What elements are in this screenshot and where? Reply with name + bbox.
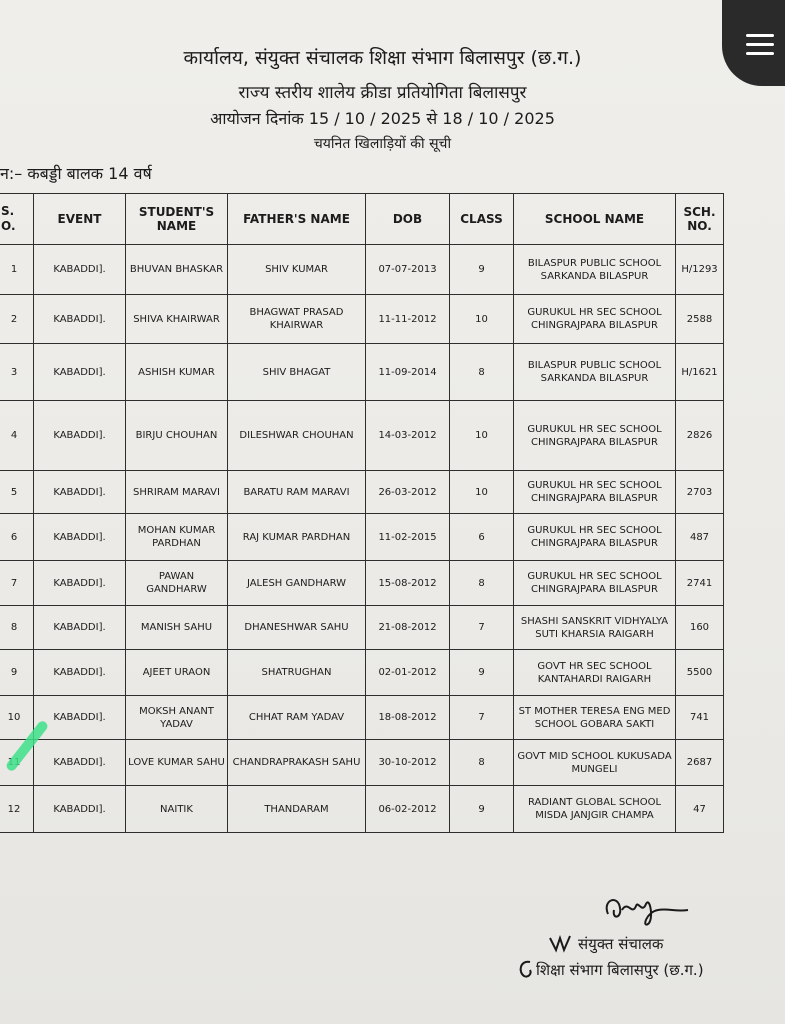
student-name-cell: LOVE KUMAR SAHU [126, 740, 228, 786]
school-name-cell: GURUKUL HR SEC SCHOOL CHINGRAJPARA BILASPUR [514, 471, 676, 514]
event-cell: KABADDI]. [34, 606, 126, 650]
father-name-cell: SHIV KUMAR [228, 245, 366, 295]
event-cell: KABADDI]. [34, 245, 126, 295]
school-number-cell: 160 [676, 606, 724, 650]
serial-number: 4 [0, 401, 34, 471]
class-cell: 6 [450, 514, 514, 561]
father-name-cell: DHANESHWAR SAHU [228, 606, 366, 650]
student-name-cell: SHRIRAM MARAVI [126, 471, 228, 514]
school-number-cell: 2687 [676, 740, 724, 786]
serial-number: 2 [0, 295, 34, 344]
serial-number: 10 [0, 696, 34, 740]
dob-cell: 02-01-2012 [366, 650, 450, 696]
school-name-cell: GURUKUL HR SEC SCHOOL CHINGRAJPARA BILASPUR [514, 514, 676, 561]
signatory-designation: संयुक्त संचालक [578, 935, 664, 953]
school-name-cell: GOVT HR SEC SCHOOL KANTAHARDI RAIGARH [514, 650, 676, 696]
dob-cell: 06-02-2012 [366, 786, 450, 833]
class-cell: 10 [450, 401, 514, 471]
school-name-cell: SHASHI SANSKRIT VIDHYALYA SUTI KHARSIA RAIGARH [514, 606, 676, 650]
table-row [0, 295, 724, 344]
event-cell: KABADDI]. [34, 650, 126, 696]
class-cell: 8 [450, 561, 514, 606]
class-cell: 9 [450, 786, 514, 833]
header-event: EVENT [34, 194, 126, 245]
school-number-cell: 2588 [676, 295, 724, 344]
table-row [0, 344, 724, 401]
school-name-cell: GOVT MID SCHOOL KUKUSADA MUNGELI [514, 740, 676, 786]
table-row [0, 606, 724, 650]
dob-cell: 11-11-2012 [366, 295, 450, 344]
handwritten-signature [600, 890, 690, 930]
table-row [0, 561, 724, 606]
event-cell: KABADDI]. [34, 471, 126, 514]
class-cell: 7 [450, 696, 514, 740]
school-number-cell: 487 [676, 514, 724, 561]
header-class: CLASS [450, 194, 514, 245]
event-cell: KABADDI]. [34, 696, 126, 740]
school-number-cell: 741 [676, 696, 724, 740]
selected-players-table [0, 193, 724, 833]
student-name-cell: ASHISH KUMAR [126, 344, 228, 401]
school-number-cell: H/1621 [676, 344, 724, 401]
serial-number: 1 [0, 245, 34, 295]
father-name-cell: SHATRUGHAN [228, 650, 366, 696]
father-name-cell: CHANDRAPRAKASH SAHU [228, 740, 366, 786]
header-school-name: SCHOOL NAME [514, 194, 676, 245]
school-number-cell: 5500 [676, 650, 724, 696]
student-name-cell: NAITIK [126, 786, 228, 833]
school-number-cell: 2703 [676, 471, 724, 514]
school-number-cell: H/1293 [676, 245, 724, 295]
class-cell: 8 [450, 344, 514, 401]
serial-number: 12 [0, 786, 34, 833]
event-cell: KABADDI]. [34, 344, 126, 401]
dob-cell: 15-08-2012 [366, 561, 450, 606]
father-name-cell: CHHAT RAM YADAV [228, 696, 366, 740]
school-name-cell: ST MOTHER TERESA ENG MED SCHOOL GOBARA SAKTI [514, 696, 676, 740]
school-number-cell: 2741 [676, 561, 724, 606]
dob-cell: 14-03-2012 [366, 401, 450, 471]
school-name-cell: RADIANT GLOBAL SCHOOL MISDA JANJGIR CHAMPA [514, 786, 676, 833]
class-cell: 9 [450, 650, 514, 696]
header-student-name: STUDENT'S NAME [126, 194, 228, 245]
table-header-row [0, 194, 724, 245]
header-father-name: FATHER'S NAME [228, 194, 366, 245]
dob-cell: 30-10-2012 [366, 740, 450, 786]
header-dob: DOB [366, 194, 450, 245]
class-cell: 10 [450, 471, 514, 514]
father-name-cell: THANDARAM [228, 786, 366, 833]
student-name-cell: PAWAN GANDHARW [126, 561, 228, 606]
class-cell: 9 [450, 245, 514, 295]
student-name-cell: SHIVA KHAIRWAR [126, 295, 228, 344]
student-name-cell: MOKSH ANANT YADAV [126, 696, 228, 740]
dob-cell: 11-09-2014 [366, 344, 450, 401]
signature-initial-icon [516, 958, 536, 980]
dob-cell: 11-02-2015 [366, 514, 450, 561]
event-dates: आयोजन दिनांक 15 / 10 / 2025 से 18 / 10 / 2025 [210, 109, 555, 128]
serial-number: 9 [0, 650, 34, 696]
dob-cell: 18-08-2012 [366, 696, 450, 740]
school-name-cell: BILASPUR PUBLIC SCHOOL SARKANDA BILASPUR [514, 344, 676, 401]
student-name-cell: MANISH SAHU [126, 606, 228, 650]
school-name-cell: GURUKUL HR SEC SCHOOL CHINGRAJPARA BILASPUR [514, 295, 676, 344]
table-row [0, 514, 724, 561]
event-cell: KABADDI]. [34, 561, 126, 606]
student-name-cell: BIRJU CHOUHAN [126, 401, 228, 471]
father-name-cell: DILESHWAR CHOUHAN [228, 401, 366, 471]
serial-number: 3 [0, 344, 34, 401]
father-name-cell: RAJ KUMAR PARDHAN [228, 514, 366, 561]
competition-title: राज्य स्तरीय शालेय क्रीडा प्रतियोगिता बिलासपुर [238, 83, 527, 103]
event-cell: KABADDI]. [34, 295, 126, 344]
father-name-cell: BHAGWAT PRASAD KHAIRWAR [228, 295, 366, 344]
father-name-cell: BARATU RAM MARAVI [228, 471, 366, 514]
table-row [0, 696, 724, 740]
father-name-cell: JALESH GANDHARW [228, 561, 366, 606]
serial-number: 6 [0, 514, 34, 561]
header-sch-no: SCH. NO. [676, 194, 724, 245]
student-name-cell: AJEET URAON [126, 650, 228, 696]
list-title: चयनित खिलाड़ियों की सूची [313, 136, 452, 152]
serial-number: 7 [0, 561, 34, 606]
signatory-office: शिक्षा संभाग बिलासपुर (छ.ग.) [536, 961, 704, 979]
event-cell: KABADDI]. [34, 401, 126, 471]
class-cell: 7 [450, 606, 514, 650]
table-row [0, 245, 724, 295]
table-row [0, 401, 724, 471]
serial-number: 8 [0, 606, 34, 650]
class-cell: 8 [450, 740, 514, 786]
school-name-cell: GURUKUL HR SEC SCHOOL CHINGRAJPARA BILASPUR [514, 561, 676, 606]
class-cell: 10 [450, 295, 514, 344]
school-number-cell: 47 [676, 786, 724, 833]
event-cell: KABADDI]. [34, 514, 126, 561]
table-row [0, 740, 724, 786]
category-subtitle: न:– कबड्डी बालक 14 वर्ष [0, 164, 152, 183]
table-row [0, 650, 724, 696]
school-number-cell: 2826 [676, 401, 724, 471]
dob-cell: 26-03-2012 [366, 471, 450, 514]
serial-number: 5 [0, 471, 34, 514]
office-title: कार्यालय, संयुक्त संचालक शिक्षा संभाग बिलासपुर (छ.ग.) [183, 47, 582, 69]
table-row [0, 471, 724, 514]
school-name-cell: BILASPUR PUBLIC SCHOOL SARKANDA BILASPUR [514, 245, 676, 295]
dob-cell: 07-07-2013 [366, 245, 450, 295]
signature-flourish-icon [548, 932, 574, 954]
student-name-cell: MOHAN KUMAR PARDHAN [126, 514, 228, 561]
dob-cell: 21-08-2012 [366, 606, 450, 650]
table-row [0, 786, 724, 833]
student-name-cell: BHUVAN BHASKAR [126, 245, 228, 295]
event-cell: KABADDI]. [34, 786, 126, 833]
father-name-cell: SHIV BHAGAT [228, 344, 366, 401]
event-cell: KABADDI]. [34, 740, 126, 786]
school-name-cell: GURUKUL HR SEC SCHOOL CHINGRAJPARA BILASPUR [514, 401, 676, 471]
header-sno: S. O. [0, 194, 34, 245]
